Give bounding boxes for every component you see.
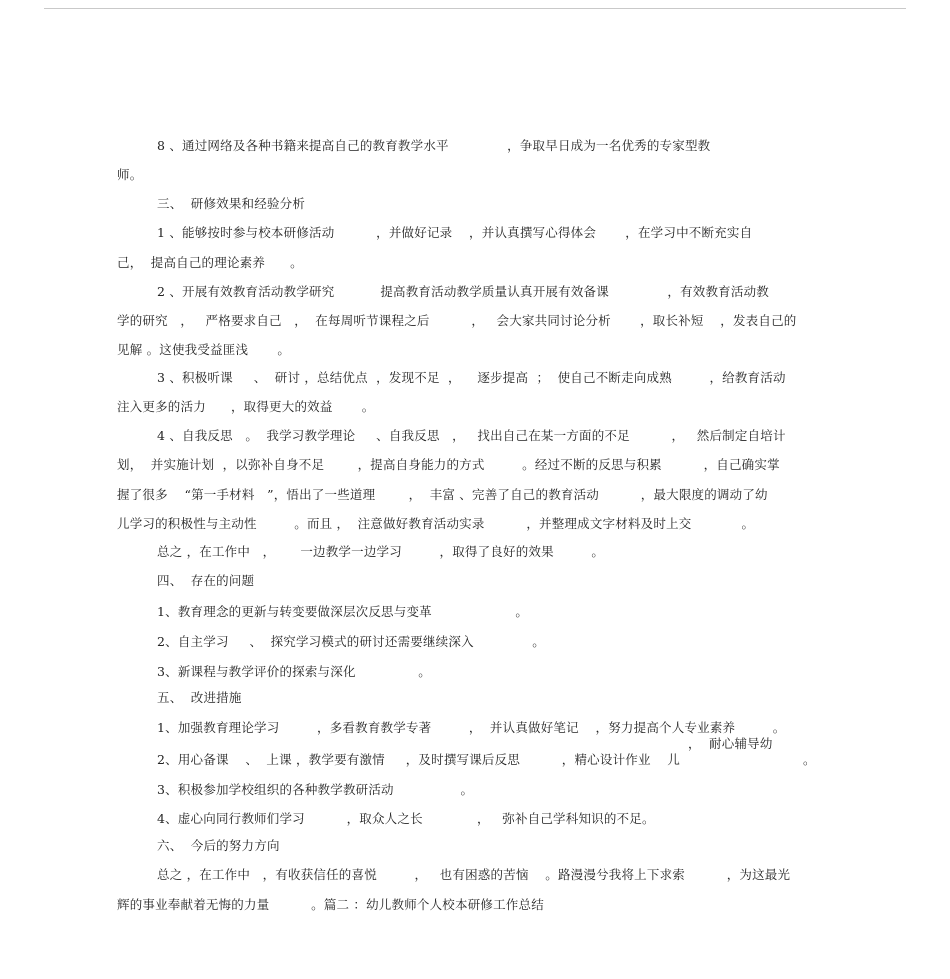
- list-item: 3、积极参加学校组织的各种教学教研活动 。: [157, 782, 474, 797]
- text-line: 1 、能够按时参与校本研修活动 ，并做好记录 ，并认真撰写心得体会 ，在学习中不断充实自: [157, 225, 753, 240]
- section-heading: 三、 研修效果和经验分析: [157, 196, 306, 211]
- text-fragment: ， 耐心辅导幼: [688, 736, 773, 751]
- text-line: 8 、通过网络及各种书籍来提高自己的教育教学水平 ，争取早日成为一名优秀的专家型教: [157, 138, 711, 153]
- list-item: 3、新课程与教学评价的探索与深化 。: [157, 664, 431, 679]
- section-heading: 六、 今后的努力方向: [157, 838, 280, 853]
- text-line: 见解 。这使我受益匪浅 。: [117, 342, 291, 357]
- text-line: 2 、开展有效教育活动教学研究 提高教育活动教学质量认真开展有效备课 ，有效教育活动教: [157, 284, 769, 299]
- text-line: 辉的事业奉献着无悔的力量 。篇二 ：幼儿教师个人校本研修工作总结: [117, 897, 544, 912]
- text-line: 划， 并实施计划 ，以弥补自身不足 ，提高自身能力的方式 。经过不断的反思与积累 ，自己确实掌: [117, 457, 780, 472]
- text-line: 注入更多的活力 ，取得更大的效益 。: [117, 399, 375, 414]
- list-item: 4、虚心向同行教师们学习 ，取众人之长 ， 弥补自己学科知识的不足。: [157, 811, 655, 826]
- list-item: 1、教育理念的更新与转变要做深层次反思与变革 。: [157, 604, 529, 619]
- text-line: 总之 ，在工作中 ，有收获信任的喜悦 ， 也有困惑的苦恼 。路漫漫兮我将上下求索 ，为这最光: [157, 867, 791, 882]
- section-heading: 五、 改进措施: [157, 690, 242, 705]
- section-heading: 四、 存在的问题: [157, 573, 255, 588]
- text-line: 己， 提高自己的理论素养 。: [117, 255, 303, 270]
- list-item: 1、加强教育理论学习 ，多看教育教学专著 ， 并认真做好笔记 ，努力提高个人专业素养 。: [157, 720, 786, 735]
- text-line: 4 、自我反思 。 我学习教学理论 、自我反思 ， 找出自己在某一方面的不足 ， 然后制定自培计: [157, 428, 786, 443]
- text-line: 3 、积极听课 、 研讨 ，总结优点 ，发现不足 ， 逐步提高 ； 使自己不断走向成熟 ，给教育活动: [157, 370, 786, 385]
- text-line: 儿学习的积极性与主动性 。而且 ， 注意做好教育活动实录 ，并整理成文字材料及时上交 。: [117, 516, 755, 531]
- text-line: 握了很多 “第一手材料 ”，悟出了一些道理 ， 丰富 、完善了自己的教育活动 ，最大限度的调动了幼: [117, 487, 768, 502]
- text-line: 学的研究 ， 严格要求自己 ， 在每周听节课程之后 ， 会大家共同讨论分析 ，取长补短 ，发表自己的: [117, 313, 797, 328]
- top-rule: [44, 8, 906, 9]
- text-fragment: 。: [803, 752, 816, 767]
- text-line: 总之 ，在工作中 ， 一边教学一边学习 ，取得了良好的效果 。: [157, 544, 605, 559]
- text-line: 师。: [117, 167, 143, 182]
- list-item: 2、用心备课 、 上课 ，教学要有激情 ，及时撰写课后反思 ，精心设计作业 儿: [157, 752, 681, 767]
- list-item: 2、自主学习 、 探究学习模式的研讨还需要继续深入 。: [157, 634, 545, 649]
